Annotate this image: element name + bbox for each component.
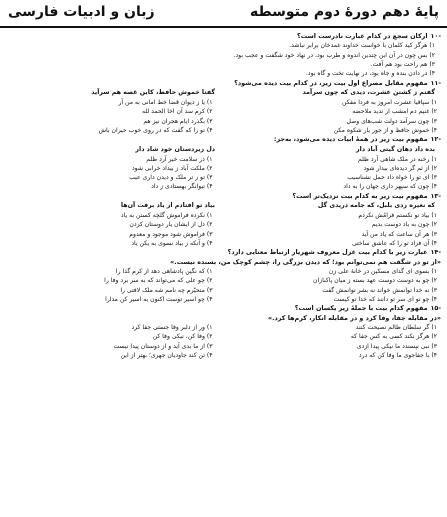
option: ۲) غنیم دم امشب ار ندید ملاحضه (352, 108, 437, 116)
question-text: مفهوم بیت زیر به کدام بیت نزدیک‌تر است؟ (292, 191, 428, 200)
options-grid (6, 155, 441, 192)
option: ۱) بسوی ای گدای مسکین در خانهٔ علی زن (328, 268, 437, 276)
verse-first-hemistich: بده داد دهان گیتی آباد دار (356, 145, 435, 153)
option: ۴) و آنکه ز بیاد نسوی به یکن یاد (131, 240, 213, 248)
options-grid (6, 211, 441, 248)
option: ۴) با جفاجوی ما وفا کن که درد (358, 352, 437, 360)
grade-title: پایهٔ دهم دورهٔ دوم متوسطه (249, 4, 439, 20)
question-text: مفهوم کدام بیت با جملهٔ زیر یکسان است؟ (294, 304, 428, 313)
option: ۱) رخنه در ملک شاهی آرد ظلم (357, 155, 437, 163)
question-number: -۱۰ (430, 32, 441, 40)
verse-first-hemistich: گفتم ز کشتن عشرت، دیدی که چون سرآمد (302, 89, 435, 96)
question-number: -۱۲ (430, 135, 441, 144)
question-15 (6, 304, 441, 313)
option: ۴) آن فزاد تو را که عاشق ساختی (351, 240, 437, 248)
verse-second-hemistich: بیاد تو افتادم از یاد برفت آن‌ها (120, 202, 216, 210)
option: ۳) هر آن ساعت که یاد من آید (361, 230, 437, 238)
option: ۳) نبی نپسندد ما نیکی پیدا ازدی (356, 342, 437, 350)
options-grid (6, 323, 441, 360)
verse-first-hemistich: که نعیره زدی بلبل، که جامه دریدی گل (317, 202, 435, 210)
option: ۳) بگذرد ایام هجران نیز هم (143, 117, 213, 125)
option: ۳) ای تو را خواه داد حمل نشناسیب (347, 174, 437, 182)
option: ۳) هم راحت بود هم آفت. (370, 61, 435, 68)
question-number: -۱۳ (430, 191, 441, 200)
questions-area (6, 32, 441, 517)
option: ۴) تو را که گفت که در روی خوب حیران باش (98, 126, 213, 134)
question-number: -۱۵ (430, 304, 441, 313)
option: ۱) بیاد تو نکستم فرامُش نکردم (358, 212, 437, 220)
option: ۳) فراموش شود موجود و معدوم (129, 230, 213, 238)
option: ۱) که نگین پادشاهی دهد از کرم گدا را (115, 268, 213, 276)
options-grid (6, 267, 441, 304)
quoted-verse (6, 201, 441, 211)
option: ۳) چون سرآمد دولت شب‌های وصل (346, 117, 437, 125)
question-14 (6, 248, 441, 257)
question-text: مفهوم بیت زیر در همهٔ ابیات دیده می‌شود، به‌جز: (273, 135, 428, 144)
option: ۲) هرگز نکند کسی به کس جفا که (350, 333, 437, 341)
option: ۲) بس چون در آن این چندین اندوه و طرب بود، در نهاد خود شگفت و عجب بود. (233, 51, 435, 59)
quoted-verse (6, 145, 441, 155)
verse-second-hemistich: گفتا خموش حافظ، کاین غصه هم سرآید (91, 89, 216, 96)
option: ۱) ور از دلبر وفا جستی جفا کرد (131, 324, 213, 332)
question-13 (6, 192, 441, 201)
option: ۴) چون که سپهر داری جهان را به داد (343, 183, 437, 191)
question-12 (6, 135, 441, 144)
question-text: مفهوم مقابل مصراع اول بیت زیر، در کدام بیت دیده می‌شود؟ (234, 78, 428, 87)
page-header (0, 0, 447, 28)
option: ۱) نکرده فراموش گلچه کستن به یاد (120, 212, 213, 220)
option: ۲) کرم سد آن اخا الحمد لله (142, 108, 213, 116)
option: ۱) هرگز کید کلمان با خواست خداوند غمدخان برابر نباشد. (289, 42, 435, 50)
option: ۲) چو علی که می‌تواند که به سر برد وفا را (104, 277, 213, 285)
question-10 (6, 32, 441, 41)
option: ۲) چون به یاد دوست بدیم (371, 221, 437, 229)
option: ۲) ملکت آباد ز بیداد خرابی شود (131, 164, 213, 172)
question-text: عبارت زیر با کدام بیت غزل معروف شهریار ارتباط معنایی دارد؟ (227, 248, 428, 257)
options-grid (6, 98, 441, 135)
option: ۳) متحیّرم چه نامم شه ملک لافتی را (120, 286, 213, 294)
option: ۴) چو اسیر توست اکنون به اسیر کن مدارا (105, 296, 213, 304)
subject-title: زبان و ادبیات فارسی (8, 4, 155, 20)
option: ۳) از ما بدی آید و از دوستان پیدا نیست (113, 342, 213, 350)
option: ۱) در سلامت خیر آرد ظلم (146, 155, 213, 163)
question-number: -۱۱ (430, 78, 441, 87)
option: ۲) از ثم گر دیده‌ای بیدار شود (363, 164, 437, 172)
quoted-verse (6, 88, 441, 98)
option: ۱) گر سلطان ظالم نصیحت کنند (355, 324, 437, 332)
option: ۴) چو تو ای سر تو دانند که خدا تو کیست (333, 296, 437, 304)
option: ۱) یا ز دیوان قضا خط امانی به من آر (118, 99, 213, 106)
verse-second-hemistich: دل زیردستان خود شاد دار (135, 145, 216, 153)
option: ۲) چو به دوست دوست عهد بسته ز میان پاکبازان (313, 277, 437, 285)
option: ۲) وفا کن، نیکی وفا کن (152, 333, 213, 341)
question-11 (6, 79, 441, 88)
option: ۴) خموش حافظ و از جور یار شکوه مکن (333, 126, 437, 134)
option: ۲) دل از ایشان یار دوستان کردن (129, 221, 213, 229)
question-quote: «در مقابله جفا، وفا کرد و در مقابله انکار، کرم‌ها کرد.» (267, 313, 441, 322)
question-text: ارکان سجع در کدام عبارت نادرست است؟ (297, 32, 428, 40)
option: ۴) در دادن بنده و جاه بود، در نهایت تخت و گاه بود. (305, 70, 435, 78)
option: ۴) تیوانگر بهستادی ز داد (151, 183, 213, 191)
option: ۴) تن کند جاودیان جهری؛ بهتر از این (120, 352, 213, 360)
question-quote: «از تو در شگفت هم نمی‌توانم بود؛ که دیدن بزرگی را، چشم کوچک من، بسنده نیست.» (170, 257, 441, 266)
option: ۱) سپاقیا عشرت امروز به فردا مفکن (341, 99, 437, 106)
option: ۳) تو ز تر ملک و دیدن داری عیب (129, 174, 213, 182)
option: ۳) نه خدا توانمش خواند نه بشر توانمش گفت (322, 286, 437, 294)
question-number: -۱۴ (430, 248, 441, 257)
